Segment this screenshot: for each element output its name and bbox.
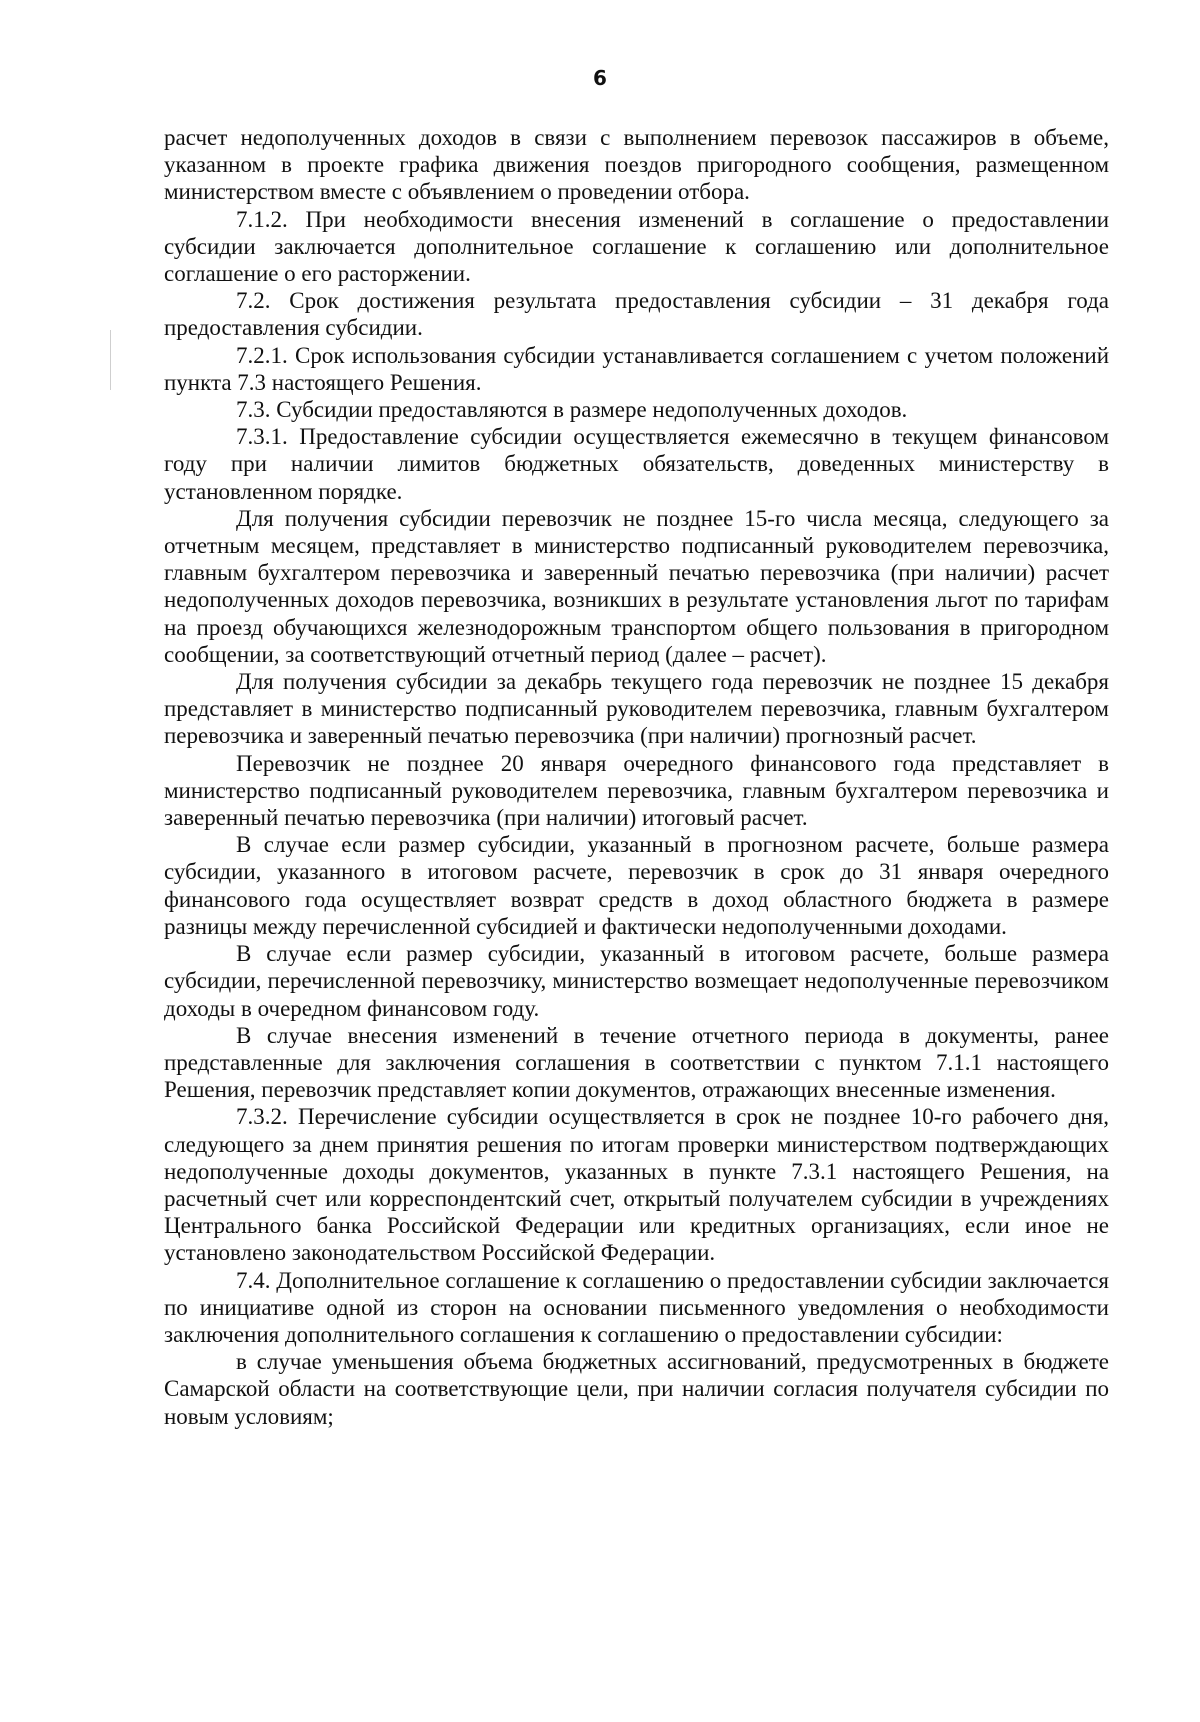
paragraph-document-changes: В случае внесения изменений в течение отчетного периода в документы, ранее представленные для заключения соглашения в соответствии с пунктом 7.1.1 настоящего Решения, перевозчик представляет копии документов, отражающих внесенные изменения.: [164, 1022, 1109, 1103]
paragraph-monthly-calculation: Для получения субсидии перевозчик не позднее 15-го числа месяца, следующего за отчетным месяцем, представляет в министерство подписанный руководителем перевозчика, главным бухгалтером перевозчика и заверенный печатью перевозчика (при наличии) расчет недополученных доходов перевозчика, возникших в результате установления льгот по тарифам на проезд обучающихся железнодорожным транспортом общего пользования в пригородном сообщении, за соответствующий отчетный период (далее – расчет).: [164, 505, 1109, 667]
page-number: 6: [593, 66, 607, 90]
paragraph-final-calculation: Перевозчик не позднее 20 января очередного финансового года представляет в министерство подписанный руководителем перевозчика, главным бухгалтером перевозчика и заверенный печатью перевозчика (при наличии) итоговый расчет.: [164, 750, 1109, 831]
paragraph-continued: расчет недополученных доходов в связи с выполнением перевозок пассажиров в объеме, указанном в проекте графика движения поездов пригородного сообщения, размещенном министерством вместе с объявлением о проведении отбора.: [164, 125, 1109, 205]
paragraph-7-3-2: 7.3.2. Перечисление субсидии осуществляется в срок не позднее 10-го рабочего дня, следующего за днем принятия решения по итогам проверки министерством подтверждающих недополученные доходы документов, указанных в пункте 7.3.1 настоящего Решения, на расчетный счет или корреспондентский счет, открытый получателем субсидии в учреждениях Центрального банка Российской Федерации или кредитных организациях, если иное не установлено законодательством Российской Федерации.: [164, 1104, 1109, 1266]
paragraph-7-4: 7.4. Дополнительное соглашение к соглашению о предоставлении субсидии заключается по инициативе одной из сторон на основании письменного уведомления о необходимости заключения дополнительного соглашения к соглашению о предоставлении субсидии:: [164, 1267, 1109, 1347]
paragraph-7-2: 7.2. Срок достижения результата предоставления субсидии – 31 декабря года предоставления субсидии.: [164, 288, 1109, 341]
paragraph-refund-case: В случае если размер субсидии, указанный в прогнозном расчете, больше размера субсидии, указанного в итоговом расчете, перевозчик в срок до 31 января очередного финансового года осуществляет возврат средств в доход областного бюджета в размере разницы между перечисленной субсидией и фактически недополученными доходами.: [164, 832, 1109, 939]
paragraph-7-3: 7.3. Субсидии предоставляются в размере недополученных доходов.: [236, 397, 908, 423]
scan-margin-mark: [110, 330, 111, 390]
paragraph-december-forecast: Для получения субсидии за декабрь текущего года перевозчик не позднее 15 декабря представляет в министерство подписанный руководителем перевозчика, главным бухгалтером перевозчика и заверенный печатью перевозчика (при наличии) прогнозный расчет.: [164, 669, 1109, 749]
paragraph-compensation-case: В случае если размер субсидии, указанный в итоговом расчете, больше размера субсидии, перечисленной перевозчику, министерство возмещает недополученные перевозчиком доходы в очередном финансовом году.: [164, 941, 1109, 1021]
document-body: [164, 124, 1109, 1430]
paragraph-7-2-1: 7.2.1. Срок использования субсидии устанавливается соглашением с учетом положений пункта 7.3 настоящего Решения.: [164, 342, 1109, 395]
paragraph-7-3-1: 7.3.1. Предоставление субсидии осуществляется ежемесячно в текущем финансовом году при наличии лимитов бюджетных обязательств, доведенных министерству в установленном порядке.: [164, 424, 1109, 504]
paragraph-7-1-2: 7.1.2. При необходимости внесения изменений в соглашение о предоставлении субсидии заключается дополнительное соглашение к соглашению или дополнительное соглашение о его расторжении.: [164, 206, 1109, 287]
paragraph-budget-reduction: в случае уменьшения объема бюджетных ассигнований, предусмотренных в бюджете Самарской области на соответствующие цели, при наличии согласия получателя субсидии по новым условиям;: [164, 1349, 1109, 1429]
